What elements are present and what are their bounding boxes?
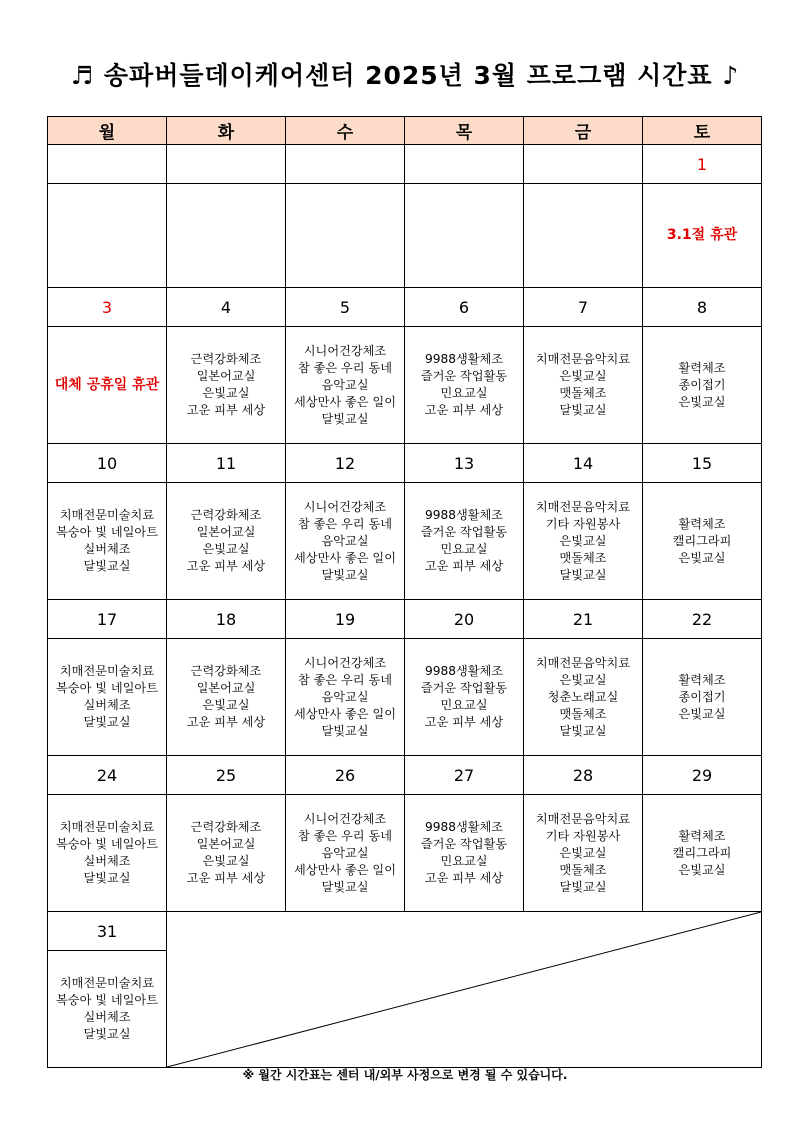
page-title: ♬ 송파버들데이케어센터 2025년 3월 프로그램 시간표 ♪	[70, 61, 740, 90]
date-row	[48, 145, 762, 184]
program-item: 음악교실	[321, 845, 369, 860]
program-cell-tue	[167, 639, 286, 756]
date-cell-fri: 14	[524, 444, 643, 483]
program-row	[48, 483, 762, 600]
schedule-table	[47, 116, 762, 1068]
program-item: 실버체조	[83, 542, 131, 556]
program-item: 달빛교실	[321, 723, 369, 738]
program-item: 실버체조	[83, 1010, 131, 1024]
weekday-wed: 수	[286, 117, 405, 145]
program-item: 실버체조	[83, 698, 131, 712]
program-item: 치매전문음악치료	[535, 499, 631, 514]
date-cell-thu: 13	[405, 444, 524, 483]
date-cell-tue	[167, 145, 286, 184]
program-item: 은빛교실	[559, 369, 607, 383]
program-cell-mon	[48, 327, 167, 444]
program-row	[48, 184, 762, 288]
date-row	[48, 600, 762, 639]
program-cell-sat	[643, 795, 762, 912]
weekday-thu: 목	[405, 117, 524, 145]
program-item: 활력체조	[678, 672, 726, 687]
program-cell-sat	[643, 327, 762, 444]
program-item: 캘리그라피	[672, 845, 732, 860]
date-cell-mon: 10	[48, 444, 167, 483]
program-item: 달빛교실	[559, 567, 607, 582]
date-cell-sat: 8	[643, 288, 762, 327]
program-item: 9988생활체조	[424, 820, 504, 834]
program-item: 은빛교실	[559, 533, 607, 548]
program-item: 활력체조	[678, 828, 726, 843]
program-item: 음악교실	[321, 533, 369, 548]
program-item: 맷돌체조	[559, 862, 607, 877]
program-item: 활력체조	[678, 360, 726, 375]
date-cell-wed: 19	[286, 600, 405, 639]
program-item: 청춘노래교실	[547, 689, 619, 704]
program-item: 달빛교실	[321, 411, 369, 426]
program-item: 달빛교실	[83, 871, 131, 885]
date-cell-mon	[48, 145, 167, 184]
program-item: 민요교실	[440, 542, 488, 556]
weekday-tue: 화	[167, 117, 286, 145]
program-item: 달빛교실	[321, 879, 369, 894]
date-cell-fri: 7	[524, 288, 643, 327]
program-cell-sat	[643, 184, 762, 288]
program-cell-fri	[524, 639, 643, 756]
program-item: 치매전문음악치료	[535, 655, 631, 670]
program-cell-tue	[167, 184, 286, 288]
program-cell-tue	[167, 483, 286, 600]
program-item: 종이접기	[678, 689, 726, 704]
program-cell-fri	[524, 795, 643, 912]
program-item: 달빛교실	[83, 1027, 131, 1041]
program-cell-wed	[286, 184, 405, 288]
program-item: 달빛교실	[559, 403, 607, 417]
program-item: 참 좋은 우리 동네	[297, 828, 393, 843]
program-item: 고운 피부 세상	[186, 559, 266, 573]
program-item: 세상만사 좋은 일이	[294, 550, 396, 565]
footnote: ※ 월간 시간표는 센터 내/외부 사정으로 변경 될 수 있습니다.	[242, 1068, 568, 1082]
program-row	[48, 327, 762, 444]
program-cell-wed	[286, 327, 405, 444]
program-item: 고운 피부 세상	[424, 715, 504, 729]
program-cell-fri	[524, 483, 643, 600]
empty-area-diagonal	[167, 912, 762, 1068]
program-item: 은빛교실	[678, 706, 726, 721]
program-item: 은빛교실	[678, 550, 726, 565]
date-cell-mon: 3	[48, 288, 167, 327]
program-item: 시니어건강체조	[303, 499, 387, 514]
program-item: 고운 피부 세상	[186, 871, 266, 885]
date-cell-tue: 11	[167, 444, 286, 483]
program-item: 민요교실	[440, 386, 488, 400]
program-item: 시니어건강체조	[303, 811, 387, 826]
program-item: 시니어건강체조	[303, 343, 387, 358]
program-item: 참 좋은 우리 동네	[297, 360, 393, 375]
diagonal-line	[167, 912, 761, 1067]
program-item: 치매전문미술치료	[59, 976, 155, 990]
date-row	[48, 756, 762, 795]
weekday-mon: 월	[48, 117, 167, 145]
program-item: 활력체조	[678, 516, 726, 531]
program-item: 9988생활체조	[424, 508, 504, 522]
program-item: 시니어건강체조	[303, 655, 387, 670]
program-item: 복숭아 빛 네일아트	[56, 681, 158, 695]
weekday-sat: 토	[643, 117, 762, 145]
program-item: 맷돌체조	[559, 386, 607, 400]
program-item: 치매전문음악치료	[535, 811, 631, 826]
program-item: 9988생활체조	[424, 352, 504, 366]
date-cell-mon: 24	[48, 756, 167, 795]
program-item: 은빛교실	[202, 542, 250, 556]
program-cell-fri	[524, 184, 643, 288]
program-item: 근력강화체조	[190, 664, 262, 678]
program-item: 달빛교실	[321, 567, 369, 582]
holiday-label: 3.1절 휴관	[666, 227, 738, 243]
program-item: 일본어교실	[196, 681, 256, 695]
date-row	[48, 444, 762, 483]
date-cell-fri: 28	[524, 756, 643, 795]
program-item: 실버체조	[83, 854, 131, 868]
program-cell-fri	[524, 327, 643, 444]
date-cell-tue: 18	[167, 600, 286, 639]
date-cell-mon: 31	[48, 912, 167, 951]
program-item: 민요교실	[440, 854, 488, 868]
date-cell-tue: 4	[167, 288, 286, 327]
program-item: 은빛교실	[202, 386, 250, 400]
date-cell-fri: 21	[524, 600, 643, 639]
date-cell-sat: 15	[643, 444, 762, 483]
program-item: 일본어교실	[196, 369, 256, 383]
date-cell-thu	[405, 145, 524, 184]
program-cell-wed	[286, 795, 405, 912]
program-item: 세상만사 좋은 일이	[294, 394, 396, 409]
program-item: 복숭아 빛 네일아트	[56, 525, 158, 539]
weekday-header-row	[48, 117, 762, 145]
program-row	[48, 795, 762, 912]
program-item: 은빛교실	[202, 854, 250, 868]
program-cell-mon	[48, 184, 167, 288]
date-cell-mon: 17	[48, 600, 167, 639]
program-item: 은빛교실	[559, 845, 607, 860]
date-cell-wed	[286, 145, 405, 184]
program-item: 세상만사 좋은 일이	[294, 706, 396, 721]
program-cell-tue	[167, 795, 286, 912]
program-cell-sat	[643, 639, 762, 756]
program-item: 고운 피부 세상	[186, 403, 266, 417]
program-item: 근력강화체조	[190, 508, 262, 522]
program-item: 고운 피부 세상	[424, 403, 504, 417]
program-item: 달빛교실	[83, 715, 131, 729]
date-cell-sat: 22	[643, 600, 762, 639]
program-item: 음악교실	[321, 377, 369, 392]
program-cell-mon	[48, 951, 167, 1068]
program-item: 은빛교실	[559, 672, 607, 687]
program-item: 참 좋은 우리 동네	[297, 516, 393, 531]
program-cell-wed	[286, 639, 405, 756]
program-item: 맷돌체조	[559, 706, 607, 721]
program-cell-thu	[405, 327, 524, 444]
program-item: 치매전문미술치료	[59, 508, 155, 522]
program-item: 치매전문미술치료	[59, 820, 155, 834]
program-cell-sat	[643, 483, 762, 600]
program-item: 즐거운 작업활동	[420, 837, 508, 851]
program-item: 은빛교실	[678, 862, 726, 877]
program-item: 참 좋은 우리 동네	[297, 672, 393, 687]
program-item: 즐거운 작업활동	[420, 525, 508, 539]
program-item: 즐거운 작업활동	[420, 681, 508, 695]
program-item: 복숭아 빛 네일아트	[56, 837, 158, 851]
program-item: 9988생활체조	[424, 664, 504, 678]
program-item: 종이접기	[678, 377, 726, 392]
program-item: 민요교실	[440, 698, 488, 712]
program-cell-mon	[48, 483, 167, 600]
date-cell-wed: 12	[286, 444, 405, 483]
program-item: 달빛교실	[559, 879, 607, 894]
program-item: 즐거운 작업활동	[420, 369, 508, 383]
program-item: 일본어교실	[196, 837, 256, 851]
program-item: 은빛교실	[202, 698, 250, 712]
program-cell-wed	[286, 483, 405, 600]
holiday-label: 대체 공휴일 휴관	[54, 376, 160, 393]
date-cell-wed: 5	[286, 288, 405, 327]
program-cell-mon	[48, 795, 167, 912]
program-cell-thu	[405, 483, 524, 600]
program-item: 고운 피부 세상	[424, 871, 504, 885]
program-item: 음악교실	[321, 689, 369, 704]
program-item: 근력강화체조	[190, 820, 262, 834]
program-item: 치매전문음악치료	[535, 352, 631, 366]
program-cell-mon	[48, 639, 167, 756]
program-item: 고운 피부 세상	[186, 715, 266, 729]
program-item: 은빛교실	[678, 394, 726, 409]
date-cell-sat: 1	[643, 145, 762, 184]
date-cell-fri	[524, 145, 643, 184]
date-cell-thu: 27	[405, 756, 524, 795]
program-item: 고운 피부 세상	[424, 559, 504, 573]
date-cell-sat: 29	[643, 756, 762, 795]
date-row	[48, 288, 762, 327]
program-row	[48, 639, 762, 756]
program-item: 달빛교실	[83, 559, 131, 573]
date-cell-wed: 26	[286, 756, 405, 795]
program-item: 일본어교실	[196, 525, 256, 539]
program-item: 세상만사 좋은 일이	[294, 862, 396, 877]
program-item: 기타 자원봉사	[545, 828, 621, 843]
date-cell-tue: 25	[167, 756, 286, 795]
program-item: 근력강화체조	[190, 352, 262, 366]
program-cell-thu	[405, 795, 524, 912]
weekday-fri: 금	[524, 117, 643, 145]
program-item: 맷돌체조	[559, 550, 607, 565]
program-item: 기타 자원봉사	[545, 516, 621, 531]
program-item: 복숭아 빛 네일아트	[56, 993, 158, 1007]
program-item: 달빛교실	[559, 723, 607, 738]
program-cell-thu	[405, 184, 524, 288]
date-cell-thu: 20	[405, 600, 524, 639]
date-cell-thu: 6	[405, 288, 524, 327]
program-item: 치매전문미술치료	[59, 664, 155, 678]
program-item: 캘리그라피	[672, 533, 732, 548]
date-row	[48, 912, 762, 951]
program-cell-thu	[405, 639, 524, 756]
program-cell-tue	[167, 327, 286, 444]
